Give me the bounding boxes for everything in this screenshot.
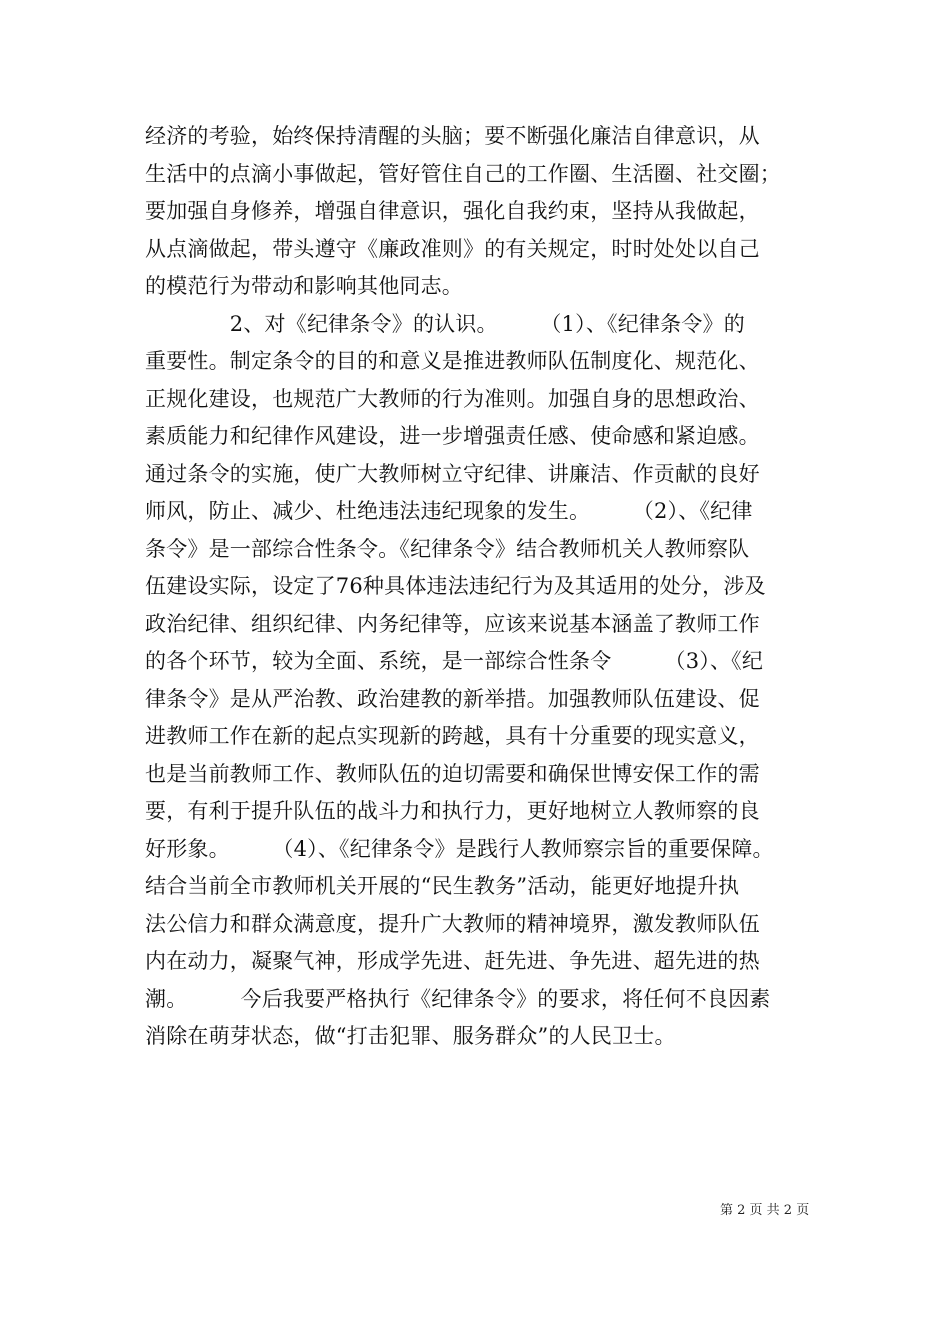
text-line: 生活中的点滴小事做起，管好管住自己的工作圈、生活圈、社交圈； <box>145 161 781 186</box>
text-line: 也是当前教师工作、教师队伍的迫切需要和确保世博安保工作的需 <box>145 761 760 786</box>
text-line: 通过条令的实施，使广大教师树立守纪律、讲廉洁、作贡献的良好 <box>145 461 760 486</box>
text-line: 伍建设实际，设定了76种具体违法违纪行为及其适用的处分，涉及 <box>145 574 766 598</box>
text-line: 素质能力和纪律作风建设，进一步增强责任感、使命感和紧迫感。 <box>145 424 760 448</box>
text-line: 的模范行为带动和影响其他同志。 <box>145 274 463 298</box>
text-line: 师风，防止、减少、杜绝违法违纪现象的发生。 （2）、《纪律 <box>145 499 753 523</box>
text-line: 消除在萌芽状态，做“打击犯罪、服务群众”的人民卫士。 <box>145 1024 676 1048</box>
page-number-footer: 第 2 页 共 2 页 <box>720 1203 810 1218</box>
text-line: 要加强自身修养，增强自律意识，强化自我约束，坚持从我做起， <box>145 199 760 223</box>
text-line: 结合当前全市教师机关开展的“民生教务”活动，能更好地提升执 <box>145 874 740 898</box>
text-line: 内在动力，凝聚气神，形成学先进、赶先进、争先进、超先进的热 <box>145 949 760 973</box>
body-text <box>145 118 835 1056</box>
text-line: 的各个环节，较为全面、系统，是一部综合性条令 （3）、《纪 <box>145 649 764 673</box>
text-line: 进教师工作在新的起点实现新的跨越，具有十分重要的现实意义， <box>145 724 760 748</box>
text-line: 要，有利于提升队伍的战斗力和执行力，更好地树立人教师察的良 <box>145 799 760 823</box>
text-line: 条令》是一部综合性条令。《纪律条令》结合教师机关人教师察队 <box>145 536 750 561</box>
text-line: 律条令》是从严治教、政治建教的新举措。加强教师队伍建设、促 <box>145 686 760 711</box>
text-line: 正规化建设，也规范广大教师的行为准则。加强自身的思想政治、 <box>145 386 760 411</box>
text-line: 2、对《纪律条令》的认识。 （1）、《纪律条令》的 <box>145 311 745 336</box>
text-line: 从点滴做起，带头遵守《廉政准则》的有关规定，时时处处以自己 <box>145 236 760 261</box>
text-line: 法公信力和群众满意度，提升广大教师的精神境界，激发教师队伍 <box>145 911 760 936</box>
text-line: 潮。 今后我要严格执行《纪律条令》的要求，将任何不良因素 <box>145 986 771 1011</box>
text-line: 政治纪律、组织纪律、内务纪律等，应该来说基本涵盖了教师工作 <box>145 611 760 636</box>
text-line: 好形象。 （4）、《纪律条令》是践行人教师察宗旨的重要保障。 <box>145 836 774 861</box>
text-line: 经济的考验，始终保持清醒的头脑；要不断强化廉洁自律意识，从 <box>145 124 760 148</box>
text-line: 重要性。制定条令的目的和意义是推进教师队伍制度化、规范化、 <box>145 349 760 373</box>
